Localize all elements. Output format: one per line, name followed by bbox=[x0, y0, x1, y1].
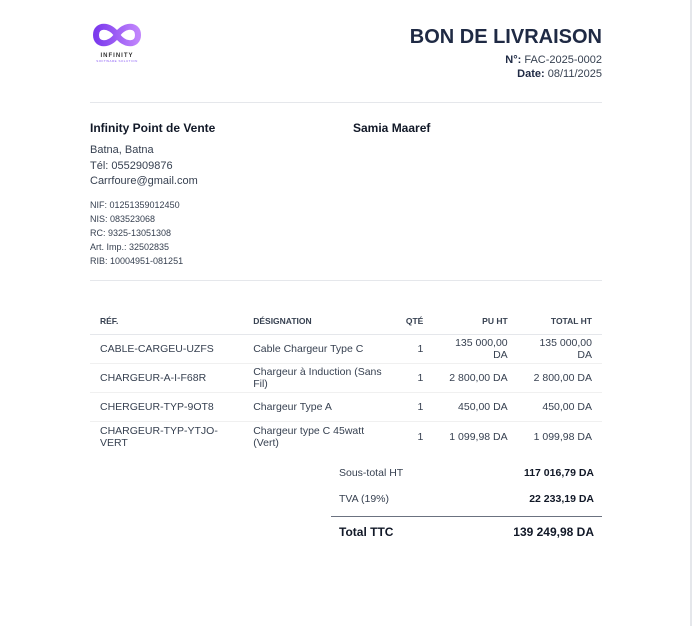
seller-email: Carrfoure@gmail.com bbox=[90, 175, 198, 187]
col-total: TOTAL HT bbox=[518, 308, 602, 334]
cell-designation: Chargeur à Induction (Sans Fil) bbox=[243, 363, 396, 392]
seller-rib: RIB: 10004951-081251 bbox=[90, 255, 184, 266]
cell-designation: Chargeur Type A bbox=[243, 393, 396, 422]
cell-qty: 1 bbox=[396, 393, 433, 422]
cell-designation: Cable Chargeur Type C bbox=[243, 334, 396, 363]
seller-nif: NIF: 01251359012450 bbox=[90, 199, 180, 210]
cell-unit-price: 135 000,00 DA bbox=[433, 334, 517, 363]
document-header bbox=[90, 0, 602, 103]
delivery-note bbox=[90, 0, 602, 539]
col-unit-price: PU HT bbox=[433, 308, 517, 334]
col-designation: DÉSIGNATION bbox=[243, 308, 396, 334]
total-ttc-row: Total TTC 139 249,98 DA bbox=[331, 516, 602, 546]
seller-name: Infinity Point de Vente bbox=[90, 121, 216, 135]
cell-qty: 1 bbox=[396, 334, 433, 363]
cell-ref: CHERGEUR-TYP-9OT8 bbox=[90, 393, 243, 422]
seller-rc: RC: 9325-13051308 bbox=[90, 227, 172, 238]
totals bbox=[331, 460, 602, 546]
cell-total: 450,00 DA bbox=[518, 393, 602, 422]
seller-address: Batna, Batna bbox=[90, 144, 154, 156]
cell-ref: CABLE-CARGEU-UZFS bbox=[90, 334, 243, 363]
table-row bbox=[90, 393, 602, 422]
table-row bbox=[90, 334, 602, 363]
col-qty: QTÉ bbox=[396, 308, 433, 334]
seller-nis: NIS: 083523068 bbox=[90, 213, 156, 224]
tva-row: TVA (19%) 22 233,19 DA bbox=[339, 493, 594, 505]
cell-designation: Chargeur type C 45watt (Vert) bbox=[253, 424, 365, 449]
divider bbox=[90, 103, 602, 281]
client-name: Samia Maaref bbox=[353, 121, 431, 135]
document-title: BON DE LIVRAISON bbox=[409, 26, 602, 48]
document-date: 08/11/2025 bbox=[547, 68, 602, 80]
cell-qty: 1 bbox=[396, 363, 433, 392]
document-number: FAC-2025-0002 bbox=[524, 54, 602, 66]
table-row bbox=[90, 422, 602, 451]
cell-total: 1 099,98 DA bbox=[533, 430, 592, 443]
cell-qty: 1 bbox=[417, 430, 424, 443]
infinity-logo-icon bbox=[90, 20, 144, 50]
seller-phone: Tél: 0552909876 bbox=[90, 159, 173, 172]
table-row bbox=[90, 363, 602, 392]
company-logo: INFINITY SOFTWARE SOLUTION bbox=[90, 20, 144, 63]
col-ref: RÉF. bbox=[90, 308, 243, 334]
cell-unit-price: 1 099,98 DA bbox=[449, 430, 508, 443]
items-table bbox=[90, 308, 602, 451]
cell-unit-price: 450,00 DA bbox=[433, 393, 517, 422]
cell-unit-price: 2 800,00 DA bbox=[433, 363, 517, 392]
subtotal-row: Sous-total HT 117 016,79 DA bbox=[339, 467, 594, 479]
cell-total: 2 800,00 DA bbox=[518, 363, 602, 392]
cell-ref: CHARGEUR-A-I-F68R bbox=[90, 363, 243, 392]
document-meta: N°: FAC-2025-0002 Date: 08/11/2025 bbox=[505, 54, 602, 80]
cell-ref: CHARGEUR-TYP-YTJO-VERT bbox=[100, 424, 218, 449]
seller-art: Art. Imp.: 32502835 bbox=[90, 241, 170, 252]
cell-total: 135 000,00 DA bbox=[518, 334, 602, 363]
